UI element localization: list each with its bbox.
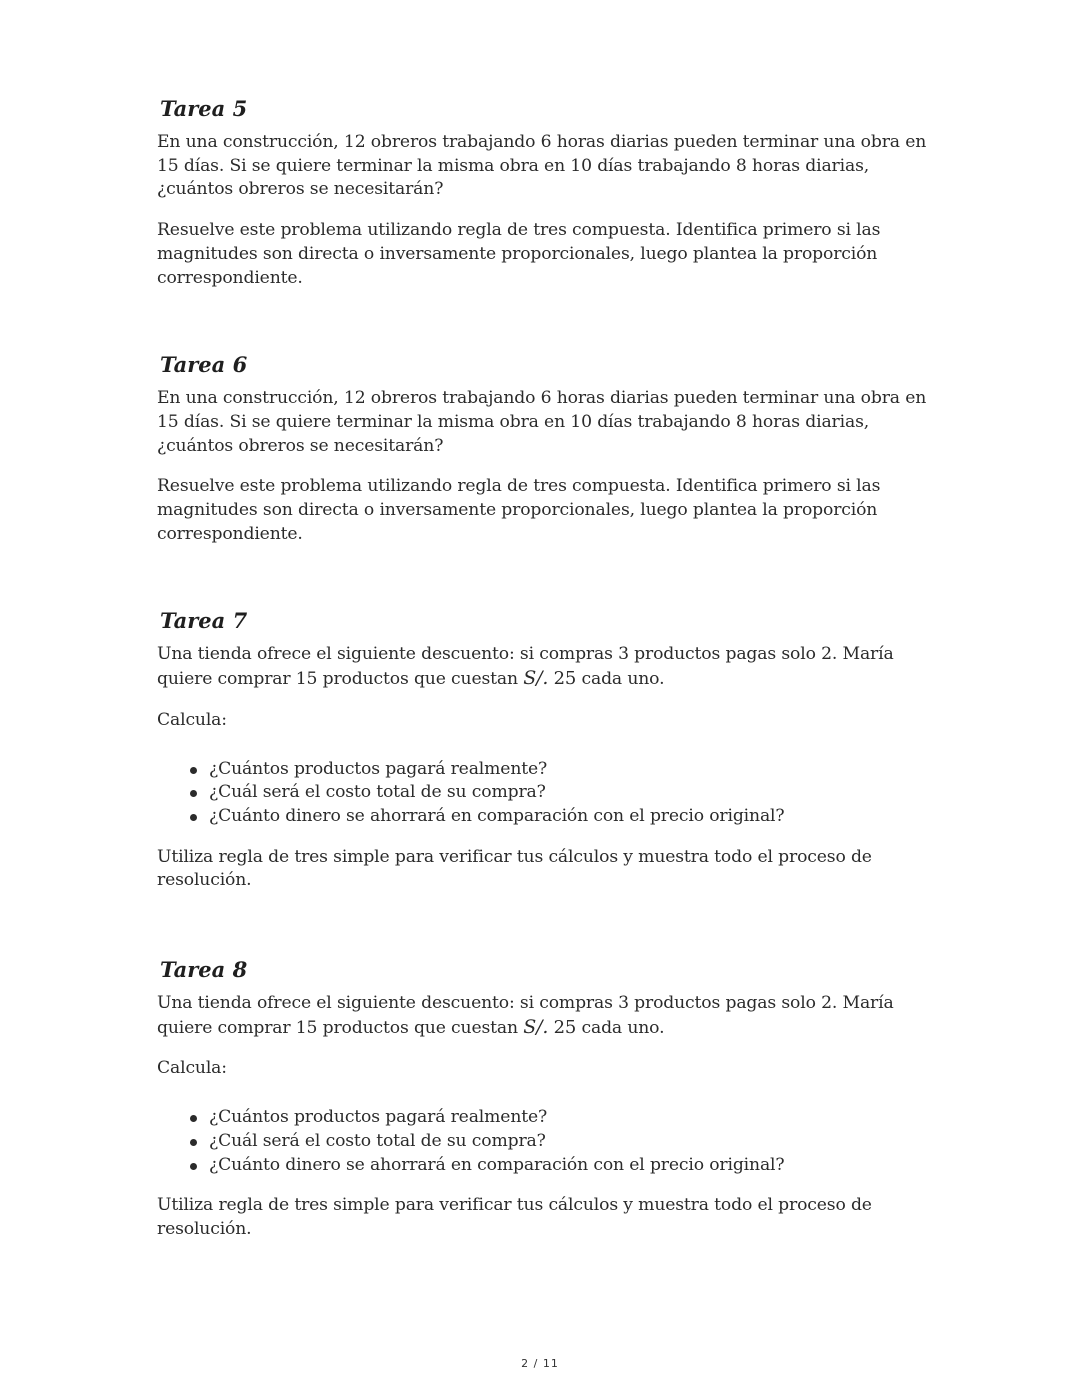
task-title: Tarea 6 [160,352,248,378]
document-page [157,92,937,1259]
task-statement [157,992,937,1040]
price-value: 25 [553,1016,577,1038]
question-list [157,750,937,829]
statement-text: Una tienda ofrece el siguiente descuento: si compras 3 productos pagas solo 2. María quiere comprar 15 productos que cuestan [157,993,894,1038]
question-list [157,1098,937,1177]
statement-text-end: cada uno. [576,669,665,690]
task-8-section [157,953,937,1242]
list-item: ¿Cuál será el costo total de su compra? [209,1130,937,1154]
list-item: ¿Cuántos productos pagará realmente? [209,758,937,782]
currency-symbol: S/. [523,667,549,690]
list-item: ¿Cuál será el costo total de su compra? [209,781,937,805]
task-title: Tarea 7 [160,608,248,634]
task-5-section [157,92,937,290]
calcula-label: Calcula: [157,1058,227,1079]
statement-text-end: cada uno. [576,1017,665,1038]
statement-text: Una tienda ofrece el siguiente descuento: si compras 3 productos pagas solo 2. María quiere comprar 15 productos que cuestan [157,644,894,690]
list-item: ¿Cuánto dinero se ahorrará en comparación con el precio original? [209,1154,937,1178]
task-statement [157,643,937,691]
page-number: 2 / 11 [521,1357,559,1370]
task-7-section [157,604,937,893]
task-instructions: Resuelve este problema utilizando regla de tres compuesta. Identifica primero si las magnitudes son directa o inversamente proporcionales, luego plantea la proporción correspondiente. [157,476,881,544]
task-title: Tarea 5 [160,96,248,121]
task-instructions: Utiliza regla de tres simple para verificar tus cálculos y muestra todo el proceso de resolución. [157,846,872,891]
task-instructions: Utiliza regla de tres simple para verificar tus cálculos y muestra todo el proceso de resolución. [157,1195,872,1239]
list-item: ¿Cuánto dinero se ahorrará en comparación con el precio original? [209,805,937,829]
task-6-section [157,348,937,546]
calcula-label: Calcula: [157,709,227,730]
task-statement: En una construcción, 12 obreros trabajando 6 horas diarias pueden terminar una obra en 15 días. Si se quiere terminar la misma obra en 10 días trabajando 8 horas diarias, ¿cuántos obreros se necesitarán? [157,132,927,200]
list-item: ¿Cuántos productos pagará realmente? [209,1106,937,1130]
task-statement: En una construcción, 12 obreros trabajando 6 horas diarias pueden terminar una obra en 15 días. Si se quiere terminar la misma obra en 10 días trabajando 8 horas diarias, ¿cuántos obreros se necesitarán? [157,388,927,456]
price-value: 25 [553,668,577,690]
task-title: Tarea 8 [160,957,248,983]
currency-symbol: S/. [523,1015,549,1038]
task-instructions: Resuelve este problema utilizando regla de tres compuesta. Identifica primero si las magnitudes son directa o inversamente proporcionales, luego plantea la proporción correspondiente. [157,220,881,288]
